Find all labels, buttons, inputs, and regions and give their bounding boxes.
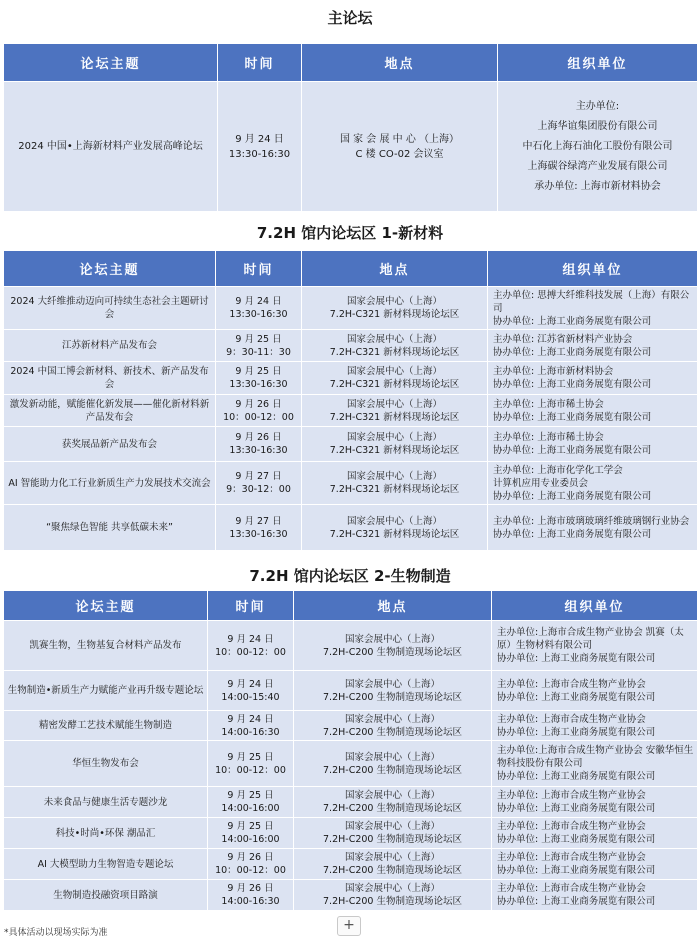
forum-org: 主办单位: 江苏省新材料产业协会 协办单位: 上海工业商务展览有限公司 — [488, 330, 698, 362]
table-row — [4, 287, 698, 330]
forum-time: 9 月 25 日 14:00-16:00 — [208, 818, 294, 849]
forum-time: 9 月 26 日 10：00-12：00 — [216, 395, 302, 427]
forum-place: 国家会展中心（上海） 7.2H-C200 生物制造现场论坛区 — [294, 849, 492, 880]
table-row — [4, 395, 698, 427]
forum-org: 主办单位: 上海市合成生物产业协会 协办单位: 上海工业商务展览有限公司 — [492, 711, 698, 741]
forum-time: 9 月 25 日 14:00-16:00 — [208, 787, 294, 818]
forum-org: 主办单位: 上海市稀土协会 协办单位: 上海工业商务展览有限公司 — [488, 395, 698, 427]
main-forum-table — [3, 43, 698, 212]
table-row — [4, 505, 698, 551]
org-line: 中石化上海石油化工股份有限公司 — [522, 140, 673, 152]
table-row — [4, 849, 698, 880]
table-row — [4, 462, 698, 505]
forum-topic: 凯赛生物，生物基复合材料产品发布 — [4, 621, 208, 671]
forum-topic: 未来食品与健康生活专题沙龙 — [4, 787, 208, 818]
forum-time: 9 月 24 日 10：00-12：00 — [208, 621, 294, 671]
forum-time: 9 月 24 日 13:30-16:30 — [216, 287, 302, 330]
forum-topic: 精密发酵工艺技术赋能生物制造 — [4, 711, 208, 741]
section3-title: 7.2H 馆内论坛区 2-生物制造 — [249, 567, 451, 585]
forum-topic: 科技•时尚•环保 潮品汇 — [4, 818, 208, 849]
forum-place: 国 家 会 展 中 心 （上海） C 楼 CO-02 会议室 — [302, 82, 498, 212]
forum-org: 主办单位: 上海市稀土协会 协办单位: 上海工业商务展览有限公司 — [488, 427, 698, 462]
expand-button[interactable]: + — [337, 916, 361, 936]
header-row — [4, 251, 698, 287]
forum-time: 9 月 26 日 14:00-16:30 — [208, 880, 294, 911]
org-line: 上海碳谷绿湾产业发展有限公司 — [527, 160, 668, 172]
header-place: 地点 — [294, 591, 492, 621]
forum-place: 国家会展中心（上海） 7.2H-C321 新材料现场论坛区 — [302, 362, 488, 395]
header-time: 时间 — [208, 591, 294, 621]
forum-org: 主办单位:上海市合成生物产业协会 安徽华恒生物科技股份有限公司 协办单位: 上海工业商务展览有限公司 — [492, 741, 698, 787]
forum-topic: 生物制造投融资项目路演 — [4, 880, 208, 911]
main-forum-title: 主论坛 — [327, 9, 373, 27]
forum-place: 国家会展中心（上海） 7.2H-C321 新材料现场论坛区 — [302, 462, 488, 505]
forum-topic: 2024 中国工博会新材料、新技术、新产品发布会 — [4, 362, 216, 395]
header-org: 组织单位 — [488, 251, 698, 287]
forum-time: 9 月 25 日 13:30-16:30 — [216, 362, 302, 395]
forum-time: 9 月 25 日 9：30-11：30 — [216, 330, 302, 362]
header-time: 时间 — [218, 44, 302, 82]
forum-place: 国家会展中心（上海） 7.2H-C200 生物制造现场论坛区 — [294, 880, 492, 911]
forum-place: 国家会展中心（上海） 7.2H-C321 新材料现场论坛区 — [302, 287, 488, 330]
header-topic: 论坛主题 — [4, 591, 208, 621]
org-line: 承办单位: 上海市新材料协会 — [534, 180, 661, 192]
forum-place: 国家会展中心（上海） 7.2H-C200 生物制造现场论坛区 — [294, 787, 492, 818]
header-topic: 论坛主题 — [4, 251, 216, 287]
forum-org — [498, 82, 698, 212]
forum-topic: 生物制造•新质生产力赋能产业再升级专题论坛 — [4, 671, 208, 711]
forum-time: 9 月 26 日 10：00-12：00 — [208, 849, 294, 880]
table-row — [4, 787, 698, 818]
biomanufacturing-table — [3, 590, 698, 911]
forum-org: 主办单位: 上海市合成生物产业协会 协办单位: 上海工业商务展览有限公司 — [492, 671, 698, 711]
forum-topic: 获奖展品新产品发布会 — [4, 427, 216, 462]
org-line: 主办单位: — [575, 100, 620, 112]
header-org: 组织单位 — [498, 44, 698, 82]
forum-org: 主办单位: 上海市合成生物产业协会 协办单位: 上海工业商务展览有限公司 — [492, 787, 698, 818]
forum-place: 国家会展中心（上海） 7.2H-C200 生物制造现场论坛区 — [294, 818, 492, 849]
forum-topic: AI 大模型助力生物智造专题论坛 — [4, 849, 208, 880]
forum-org: 主办单位: 上海市新材料协会 协办单位: 上海工业商务展览有限公司 — [488, 362, 698, 395]
table-body — [4, 287, 698, 551]
forum-time: 9 月 24 日 14:00-15:40 — [208, 671, 294, 711]
forum-topic: 激发新动能，赋能催化新发展——催化新材料新产品发布会 — [4, 395, 216, 427]
forum-place: 国家会展中心（上海） 7.2H-C321 新材料现场论坛区 — [302, 330, 488, 362]
header-row — [4, 44, 698, 82]
forum-topic: 华恒生物发布会 — [4, 741, 208, 787]
org-line: 上海华谊集团股份有限公司 — [537, 120, 658, 132]
forum-place: 国家会展中心（上海） 7.2H-C200 生物制造现场论坛区 — [294, 621, 492, 671]
forum-place: 国家会展中心（上海） 7.2H-C200 生物制造现场论坛区 — [294, 711, 492, 741]
header-org: 组织单位 — [492, 591, 698, 621]
forum-time: 9 月 25 日 10：00-12：00 — [208, 741, 294, 787]
forum-topic: 江苏新材料产品发布会 — [4, 330, 216, 362]
new-materials-table — [3, 250, 698, 551]
table-row — [4, 82, 698, 212]
table-row — [4, 818, 698, 849]
footnote: *具体活动以现场实际为准 — [4, 928, 108, 938]
table-row — [4, 427, 698, 462]
forum-org: 主办单位:上海市合成生物产业协会 凯赛（太原）生物材料有限公司 协办单位: 上海工业商务展览有限公司 — [492, 621, 698, 671]
table-row — [4, 362, 698, 395]
forum-topic: AI 智能助力化工行业新质生产力发展技术交流会 — [4, 462, 216, 505]
table-body — [4, 621, 698, 911]
header-place: 地点 — [302, 44, 498, 82]
forum-org: 主办单位: 上海市玻璃玻璃纤维玻璃钢行业协会 协办单位: 上海工业商务展览有限公司 — [488, 505, 698, 551]
forum-org: 主办单位: 上海市化学化工学会 计算机应用专业委员会 协办单位: 上海工业商务展览有限公司 — [488, 462, 698, 505]
forum-time: 9 月 26 日 13:30-16:30 — [216, 427, 302, 462]
header-row — [4, 591, 698, 621]
forum-org: 主办单位: 上海市合成生物产业协会 协办单位: 上海工业商务展览有限公司 — [492, 818, 698, 849]
forum-place: 国家会展中心（上海） 7.2H-C321 新材料现场论坛区 — [302, 395, 488, 427]
forum-topic: “聚焦绿色智能 共享低碳未来” — [4, 505, 216, 551]
forum-topic: 2024 中国•上海新材料产业发展高峰论坛 — [4, 82, 218, 212]
forum-place: 国家会展中心（上海） 7.2H-C321 新材料现场论坛区 — [302, 427, 488, 462]
forum-time: 9 月 24 日 14:00-16:30 — [208, 711, 294, 741]
forum-org: 主办单位: 上海市合成生物产业协会 协办单位: 上海工业商务展览有限公司 — [492, 880, 698, 911]
forum-time: 9 月 27 日 13:30-16:30 — [216, 505, 302, 551]
forum-org: 主办单位: 上海市合成生物产业协会 协办单位: 上海工业商务展览有限公司 — [492, 849, 698, 880]
header-place: 地点 — [302, 251, 488, 287]
header-topic: 论坛主题 — [4, 44, 218, 82]
forum-place: 国家会展中心（上海） 7.2H-C200 生物制造现场论坛区 — [294, 671, 492, 711]
forum-place: 国家会展中心（上海） 7.2H-C200 生物制造现场论坛区 — [294, 741, 492, 787]
table-row — [4, 711, 698, 741]
forum-topic: 2024 大纤维推动迈向可持续生态社会主题研讨会 — [4, 287, 216, 330]
forum-org: 主办单位: 思搏大纤维科技发展（上海）有限公司 协办单位: 上海工业商务展览有限公司 — [488, 287, 698, 330]
forum-time: 9 月 27 日 9：30-12：00 — [216, 462, 302, 505]
forum-time: 9 月 24 日 13:30-16:30 — [218, 82, 302, 212]
table-row — [4, 741, 698, 787]
table-row — [4, 880, 698, 911]
table-row — [4, 330, 698, 362]
section2-title: 7.2H 馆内论坛区 1-新材料 — [256, 224, 444, 242]
table-row — [4, 671, 698, 711]
forum-place: 国家会展中心（上海） 7.2H-C321 新材料现场论坛区 — [302, 505, 488, 551]
header-time: 时间 — [216, 251, 302, 287]
table-row — [4, 621, 698, 671]
